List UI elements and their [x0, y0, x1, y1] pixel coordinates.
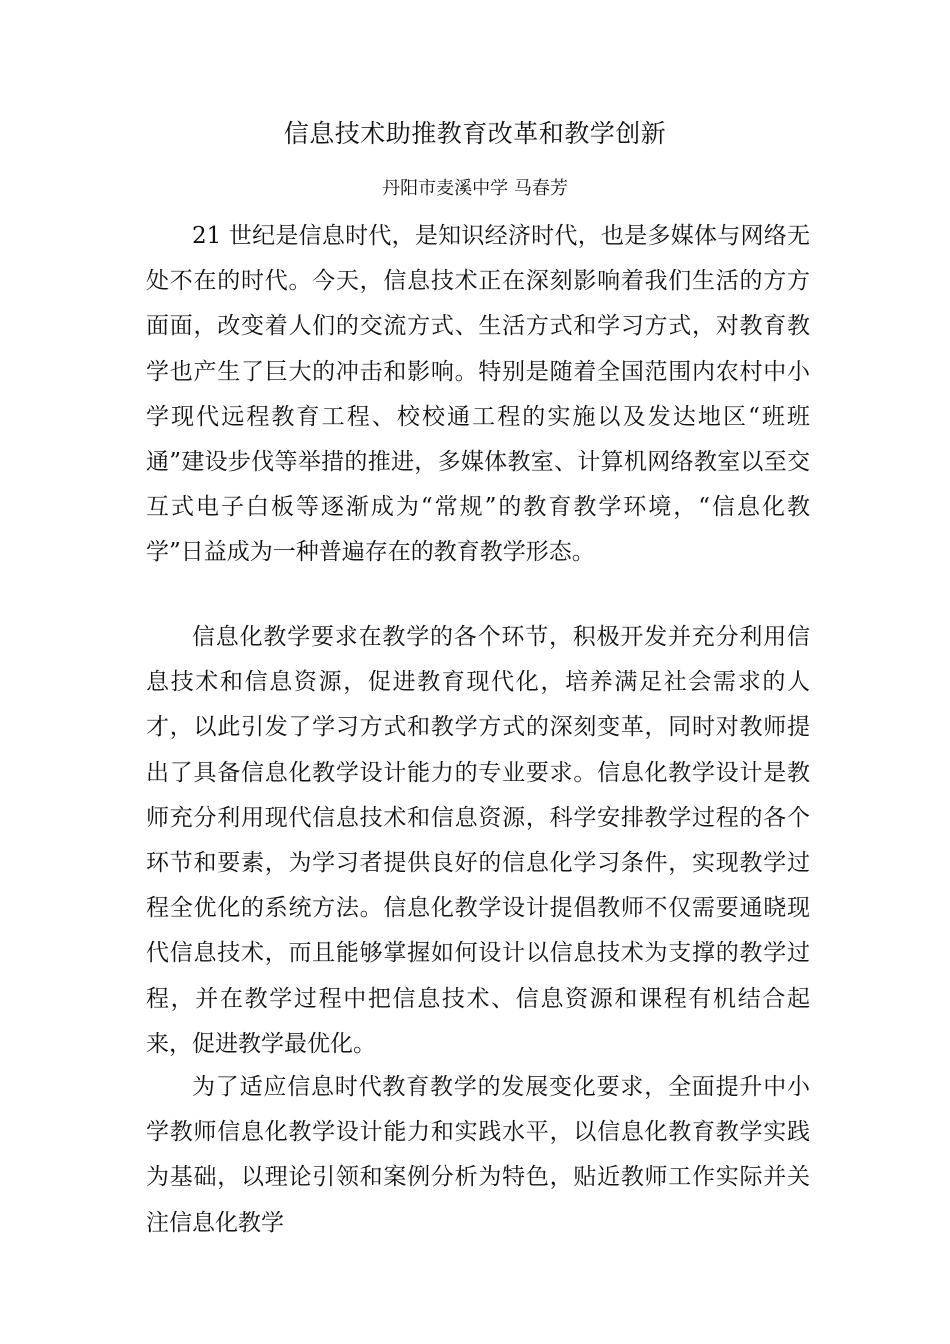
body-paragraph-3: 为了适应信息时代教育教学的发展变化要求，全面提升中小学教师信息化教学设计能力和实践水平，以信息化教育教学实践为基础，以理论引领和案例分析为特色，贴近教师工作实际并关注信息化教学 — [146, 1074, 810, 1236]
body-paragraph-1: 21 世纪是信息时代，是知识经济时代，也是多媒体与网络无处不在的时代。今天，信息技术正在深刻影响着我们生活的方方面面，改变着人们的交流方式、生活方式和学习方式，对教育教学也产生了巨大的冲击和影响。特别是随着全国范围内农村中小学现代远程教育工程、校校通工程的实施以及发达地区“班班通”建设步伐等举措的推进，多媒体教室、计算机网络教室以至交互式电子白板等逐渐成为“常规”的教育教学环境，“信息化教学”日益成为一种普遍存在的教育教学形态。 — [146, 223, 810, 566]
author-byline: 丹阳市麦溪中学 马春芳 — [382, 178, 568, 199]
body-paragraph-2: 信息化教学要求在教学的各个环节，积极开发并充分利用信息技术和信息资源，促进教育现代化，培养满足社会需求的人才，以此引发了学习方式和教学方式的深刻变革，同时对教师提出了具备信息化教学设计能力的专业要求。信息化教学设计是教师充分利用现代信息技术和信息资源，科学安排教学过程的各个环节和要素，为学习者提供良好的信息化学习条件，实现教学过程全优化的系统方法。信息化教学设计提倡教师不仅需要通晓现代信息技术，而且能够掌握如何设计以信息技术为支撑的教学过程，并在教学过程中把信息技术、信息资源和课程有机结合起来，促进教学最优化。 — [146, 624, 810, 1057]
document-title: 信息技术助推教育改革和教学创新 — [283, 119, 667, 148]
